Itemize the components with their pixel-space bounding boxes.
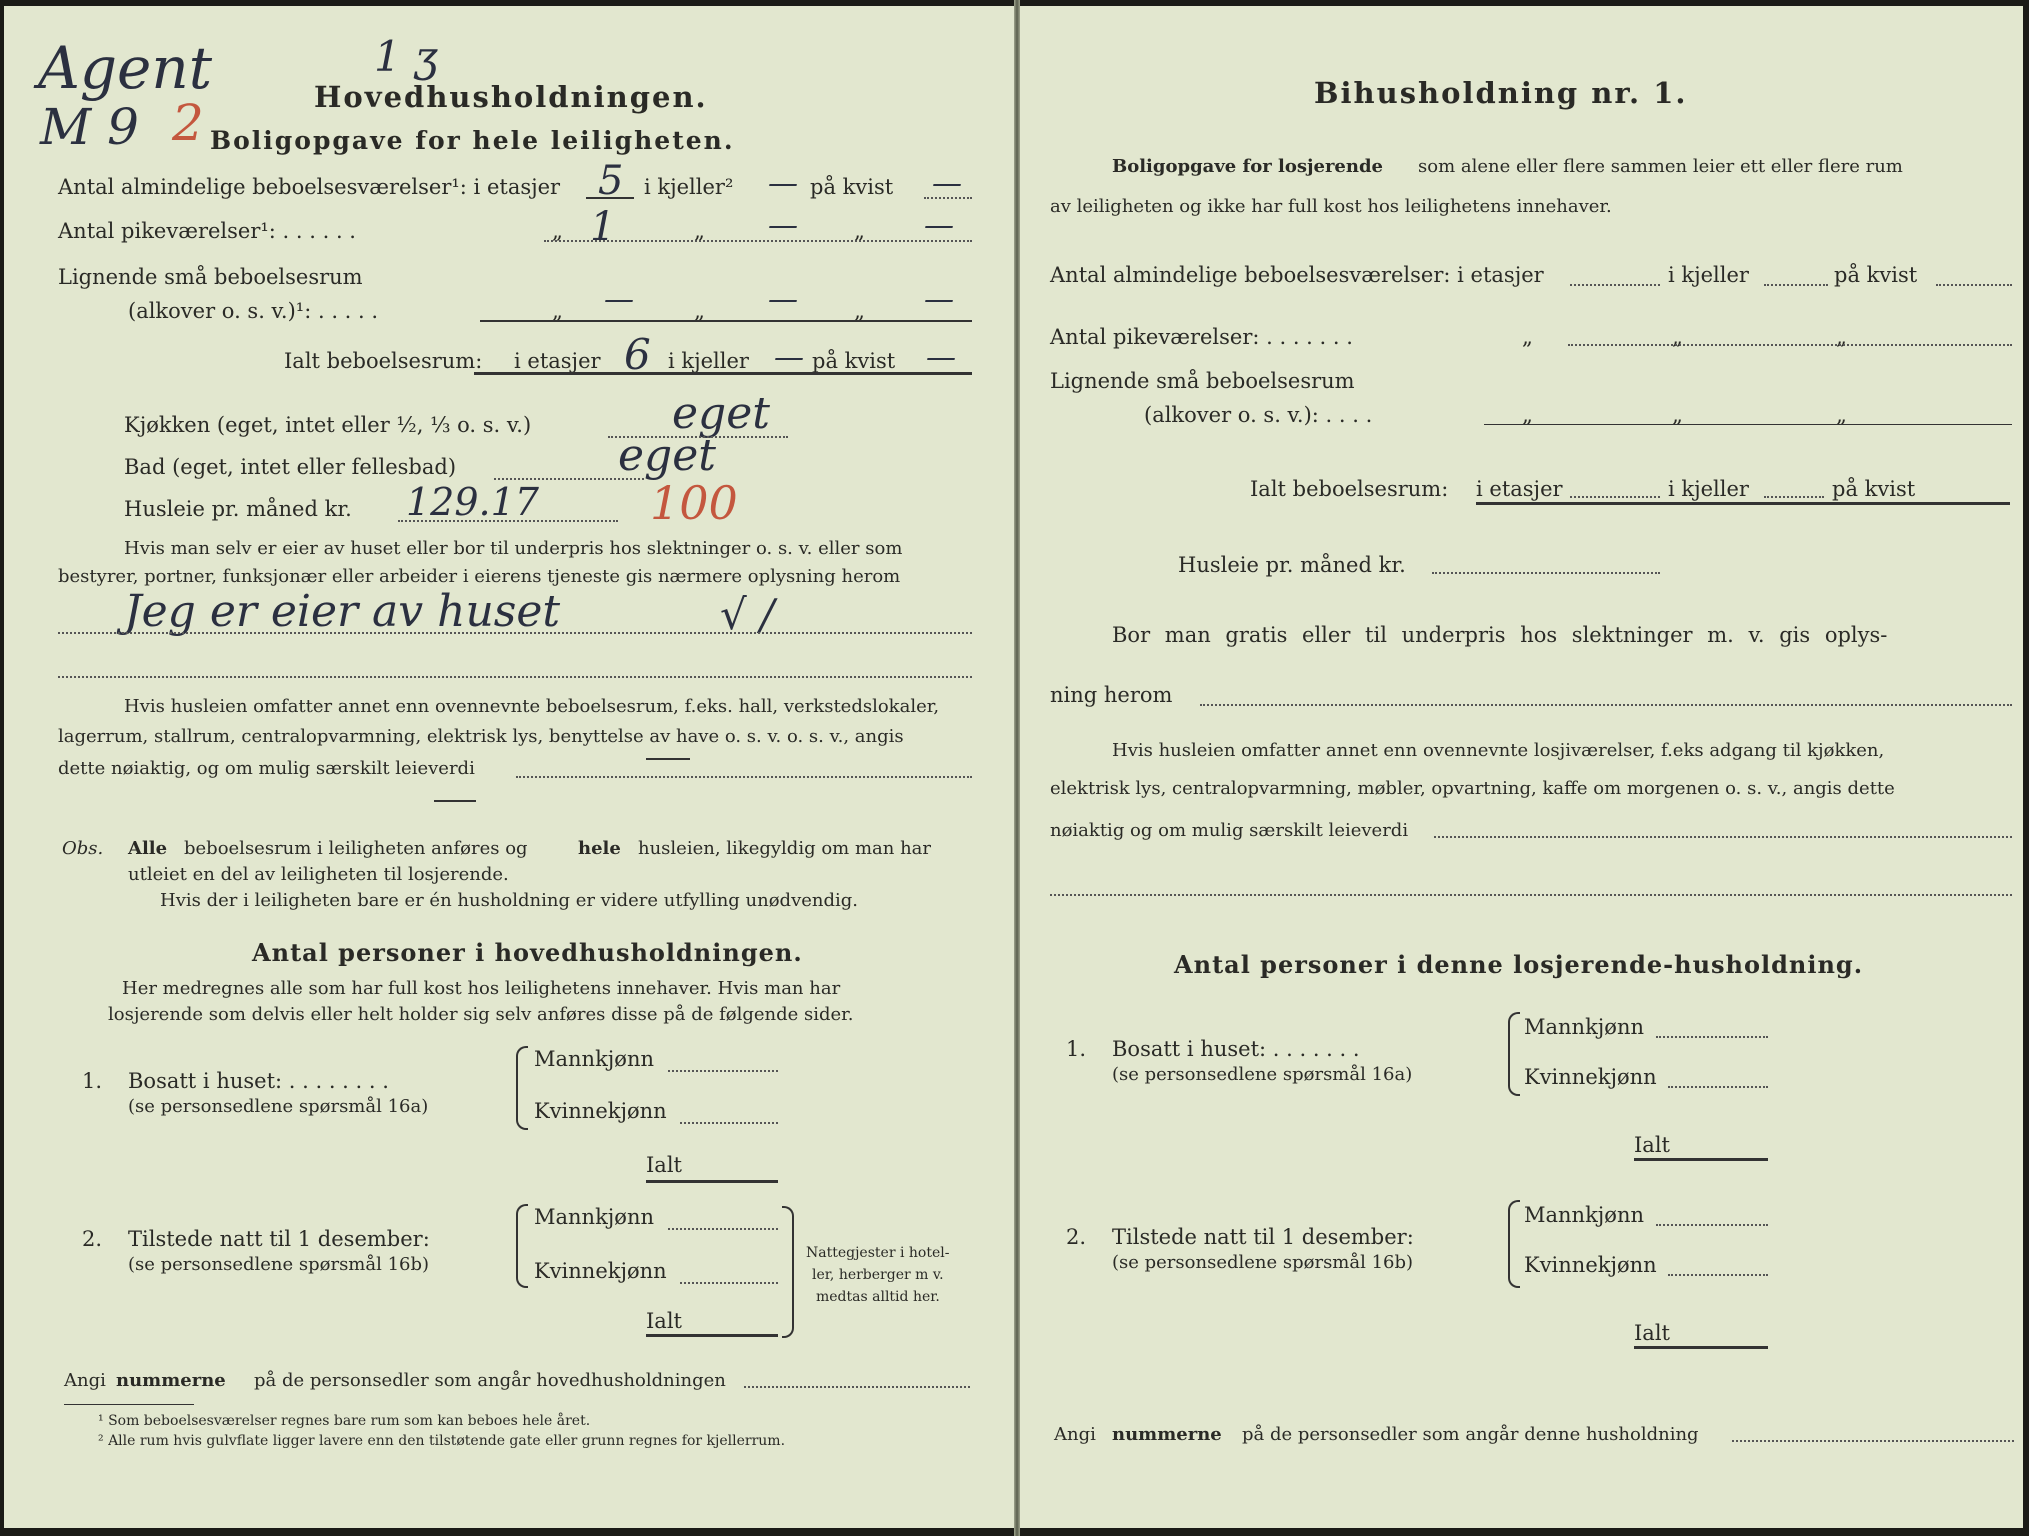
right-q1-num: 1. <box>1066 1037 1087 1061</box>
left-q2-ialt-field[interactable] <box>646 1334 778 1337</box>
right-ialt-kvist: på kvist <box>1832 477 1916 501</box>
hw-eier-note: Jeg er eier av huset <box>124 586 561 637</box>
right-husleie-field[interactable] <box>1432 572 1660 574</box>
left-ialt-label: Ialt beboelsesrum: <box>284 349 483 373</box>
left-persons-p2: losjerende som delvis eller helt holder sig selv anføres disse på de følgende sider. <box>108 1004 854 1025</box>
ditto-mark: „ <box>552 299 563 323</box>
footnote-2: ² Alle rum hvis gulvflate ligger lavere enn den tilstøtende gate eller grunn regnes for kjellerrum. <box>98 1433 786 1449</box>
left-q2-sub: (se personsedlene spørsmål 16b) <box>128 1254 430 1275</box>
hw-dash: — <box>924 282 954 317</box>
right-ialt-kjeller-field[interactable] <box>1764 496 1824 498</box>
left-page-hovedhusholdning <box>4 6 1014 1528</box>
left-q1-sub: (se personsedlene spørsmål 16a) <box>128 1096 429 1117</box>
handwritten-agent: Agent <box>38 34 212 102</box>
ditto-mark: „ <box>552 219 563 243</box>
ditto-mark: „ <box>854 219 865 243</box>
right-para-1: Hvis husleien omfatter annet enn ovennevnte losjiværelser, f.eks adgang til kjøkken, <box>1112 740 1885 761</box>
right-page-bihusholdning <box>1020 6 2023 1528</box>
right-ialt-etasjer-field[interactable] <box>1570 496 1660 498</box>
right-q2-mann-field[interactable] <box>1656 1224 1768 1226</box>
obs-end: husleien, likegyldig om man har <box>638 838 931 859</box>
para-3: dette nøiaktig, og om mulig særskilt leieverdi <box>58 758 475 779</box>
hw-kjeller-dash: — <box>768 166 798 201</box>
hw-ialt-etasjer: 6 <box>624 330 651 379</box>
right-angi-c: på de personsedler som angår denne husholdning <box>1242 1424 1699 1445</box>
left-persons-title: Antal personer i hovedhusholdningen. <box>252 938 803 967</box>
left-q2-label: Tilstede natt til 1 desember: <box>128 1227 430 1251</box>
right-q2-kvinne: Kvinnekjønn <box>1524 1253 1657 1277</box>
obs-mid: beboelsesrum i leiligheten anføres og <box>184 838 528 859</box>
obs-label: Obs. <box>62 838 104 859</box>
hw-husleie: 129.17 <box>406 480 539 524</box>
right-ialt-label: Ialt beboelsesrum: <box>1250 477 1449 501</box>
obs-2: utleiet en del av leiligheten til losjerende. <box>128 864 509 885</box>
eier-note-1: Hvis man selv er eier av huset eller bor til underpris hos slektninger o. s. v. eller som <box>124 538 903 559</box>
left-ialt-etasjer: i etasjer <box>514 349 601 373</box>
right-q1-ialt: Ialt <box>1634 1133 1670 1157</box>
left-subtitle: Boligopgave for hele leiligheten. <box>210 126 735 155</box>
left-q2-ialt: Ialt <box>646 1309 682 1333</box>
ditto-mark: „ <box>1836 325 1847 349</box>
right-q1-sub: (se personsedlene spørsmål 16a) <box>1112 1064 1413 1085</box>
right-angi-field[interactable] <box>1732 1440 2014 1442</box>
ditto-mark: „ <box>854 299 865 323</box>
right-row1-kjeller: i kjeller <box>1668 263 1749 287</box>
left-row1-label: Antal almindelige beboelsesværelser¹: i etasjer <box>58 175 561 199</box>
right-angi-b: nummerne <box>1112 1424 1222 1445</box>
right-q1-kvinne-field[interactable] <box>1668 1086 1768 1088</box>
ditto-mark: „ <box>1672 403 1683 427</box>
right-etasjer-field[interactable] <box>1570 284 1660 286</box>
ditto-mark: „ <box>1672 325 1683 349</box>
left-angi-b: nummerne <box>116 1370 226 1391</box>
right-leieverdi-field[interactable] <box>1434 836 2012 838</box>
left-angi-field[interactable] <box>744 1386 970 1388</box>
hw-dash: — <box>768 282 798 317</box>
left-q1-label: Bosatt i huset: . . . . . . . . <box>128 1069 389 1093</box>
right-q1-mann-field[interactable] <box>1656 1036 1768 1038</box>
left-q1-ialt-field[interactable] <box>646 1180 778 1183</box>
hw-dash: — <box>768 208 798 243</box>
right-q2-num: 2. <box>1066 1225 1087 1249</box>
right-q1-kvinne: Kvinnekjønn <box>1524 1065 1657 1089</box>
handwritten-top-mark: 1 ʒ <box>374 32 438 81</box>
left-q1-num: 1. <box>82 1069 103 1093</box>
ditto-mark: „ <box>1522 325 1533 349</box>
right-para-2: elektrisk lys, centralopvarmning, møbler, opvartning, kaffe om morgenen o. s. v., angis dette <box>1050 778 1895 799</box>
right-gratis-field[interactable] <box>1200 704 2012 706</box>
hw-kvist-dash: — <box>932 166 962 201</box>
right-intro-bold: Boligopgave for losjerende <box>1112 156 1384 177</box>
right-gratis-1: Bor man gratis eller til underpris hos slektninger m. v. gis oplys- <box>1112 623 1888 647</box>
right-ialt-etasjer: i etasjer <box>1476 477 1563 501</box>
left-q2-mann: Mannkjønn <box>534 1205 655 1229</box>
side-note-1: Nattegjester i hotel- <box>806 1245 950 1261</box>
right-row1-label: Antal almindelige beboelsesværelser: i etasjer <box>1050 263 1544 287</box>
hw-husleie-red: 100 <box>650 476 738 530</box>
hw-kjokken: eget <box>672 388 770 439</box>
right-q2-ialt-field[interactable] <box>1634 1346 1768 1349</box>
right-title: Bihusholdning nr. 1. <box>1314 76 1688 110</box>
ditto-mark: „ <box>694 219 705 243</box>
right-row3-label: Lignende små beboelsesrum <box>1050 369 1355 393</box>
left-row3-label: Lignende små beboelsesrum <box>58 265 363 289</box>
left-angi-a: Angi <box>64 1370 106 1391</box>
right-angi-a: Angi <box>1054 1424 1096 1445</box>
side-note-2: ler, herberger m v. <box>812 1267 944 1283</box>
right-q2-kvinne-field[interactable] <box>1668 1274 1768 1276</box>
bad-label: Bad (eget, intet eller fellesbad) <box>124 455 457 479</box>
hw-dash: — <box>774 340 804 375</box>
left-row1-kvist: på kvist <box>810 175 894 199</box>
para-1: Hvis husleien omfatter annet enn ovennevnte beboelsesrum, f.eks. hall, verkstedslokaler, <box>124 696 940 717</box>
right-para-3: nøiaktig og om mulig særskilt leieverdi <box>1050 820 1409 841</box>
left-angi-c: på de personsedler som angår hovedhusholdningen <box>254 1370 726 1391</box>
right-pike-field[interactable] <box>1568 344 2012 346</box>
obs-hele: hele <box>578 838 621 859</box>
left-q2-num: 2. <box>82 1227 103 1251</box>
left-row2-label: Antal pikeværelser¹: . . . . . . <box>58 219 356 243</box>
ditto-mark: „ <box>694 299 705 323</box>
right-q2-sub: (se personsedlene spørsmål 16b) <box>1112 1252 1414 1273</box>
left-title: Hovedhusholdningen. <box>314 80 708 114</box>
handwritten-m-number: M 9 <box>40 98 139 156</box>
ditto-mark: „ <box>1522 403 1533 427</box>
right-row3b-label: (alkover o. s. v.): . . . . <box>1144 403 1373 427</box>
right-ialt-kjeller: i kjeller <box>1668 477 1749 501</box>
side-note-3: medtas alltid her. <box>816 1289 940 1305</box>
right-husleie-label: Husleie pr. måned kr. <box>1178 553 1406 577</box>
hw-pike-count: 1 <box>590 204 616 250</box>
left-ialt-kvist: på kvist <box>812 349 896 373</box>
obs-alle: Alle <box>128 838 168 859</box>
eier-note-2: bestyrer, portner, funksjonær eller arbeider i eierens tjeneste gis nærmere oplysning herom <box>58 566 901 587</box>
left-q2-kvinne: Kvinnekjønn <box>534 1259 667 1283</box>
hw-etasjer-count: 5 <box>598 158 624 204</box>
right-row2-label: Antal pikeværelser: . . . . . . . <box>1050 325 1353 349</box>
kjokken-label: Kjøkken (eget, intet eller ½, ⅓ o. s. v.) <box>124 413 532 437</box>
right-q2-ialt: Ialt <box>1634 1321 1670 1345</box>
right-q1-ialt-field[interactable] <box>1634 1158 1768 1161</box>
left-q2-mann-field[interactable] <box>668 1228 778 1230</box>
husleie-label: Husleie pr. måned kr. <box>124 497 352 521</box>
left-row1-kjeller: i kjeller² <box>644 175 734 199</box>
right-q1-label: Bosatt i huset: . . . . . . . <box>1112 1037 1360 1061</box>
right-kvist-field[interactable] <box>1936 284 2012 286</box>
right-row1-kvist: på kvist <box>1834 263 1918 287</box>
hw-dash: — <box>926 340 956 375</box>
para-2: lagerrum, stallrum, centralopvarmning, elektrisk lys, benyttelse av have o. s. v. o. s. v., angis <box>58 726 904 747</box>
hw-dash: — <box>604 282 634 317</box>
handwritten-m-number-red: 2 <box>172 94 204 152</box>
left-q1-ialt: Ialt <box>646 1153 682 1177</box>
left-persons-p1: Her medregnes alle som har full kost hos leilighetens innehaver. Hvis man har <box>122 978 841 999</box>
left-q1-mann-field[interactable] <box>668 1070 778 1072</box>
left-q2-kvinne-field[interactable] <box>680 1282 778 1284</box>
right-intro-2: av leiligheten og ikke har full kost hos leilighetens innehaver. <box>1050 196 1612 217</box>
left-row3b-label: (alkover o. s. v.)¹: . . . . . <box>128 299 379 323</box>
ditto-mark: „ <box>1836 403 1847 427</box>
hw-bad: eget <box>618 430 716 481</box>
obs-3: Hvis der i leiligheten bare er én husholdning er videre utfylling unødvendig. <box>160 890 859 911</box>
left-q1-kvinne: Kvinnekjønn <box>534 1099 667 1123</box>
right-kjeller-field[interactable] <box>1764 284 1828 286</box>
left-ialt-kjeller: i kjeller <box>668 349 749 373</box>
hw-eier-mark: √ / <box>720 590 775 639</box>
right-q2-mann: Mannkjønn <box>1524 1203 1645 1227</box>
right-q1-mann: Mannkjønn <box>1524 1015 1645 1039</box>
right-intro-rest: som alene eller flere sammen leier ett eller flere rum <box>1418 156 1903 177</box>
right-q2-label: Tilstede natt til 1 desember: <box>1112 1225 1414 1249</box>
left-q1-kvinne-field[interactable] <box>680 1122 778 1124</box>
hw-dash: — <box>924 208 954 243</box>
right-persons-title: Antal personer i denne losjerende-husholdning. <box>1174 950 1864 979</box>
right-gratis-2: ning herom <box>1050 683 1173 707</box>
left-q1-mann: Mannkjønn <box>534 1047 655 1071</box>
footnote-1: ¹ Som beboelsesværelser regnes bare rum som kan beboes hele året. <box>98 1413 591 1429</box>
